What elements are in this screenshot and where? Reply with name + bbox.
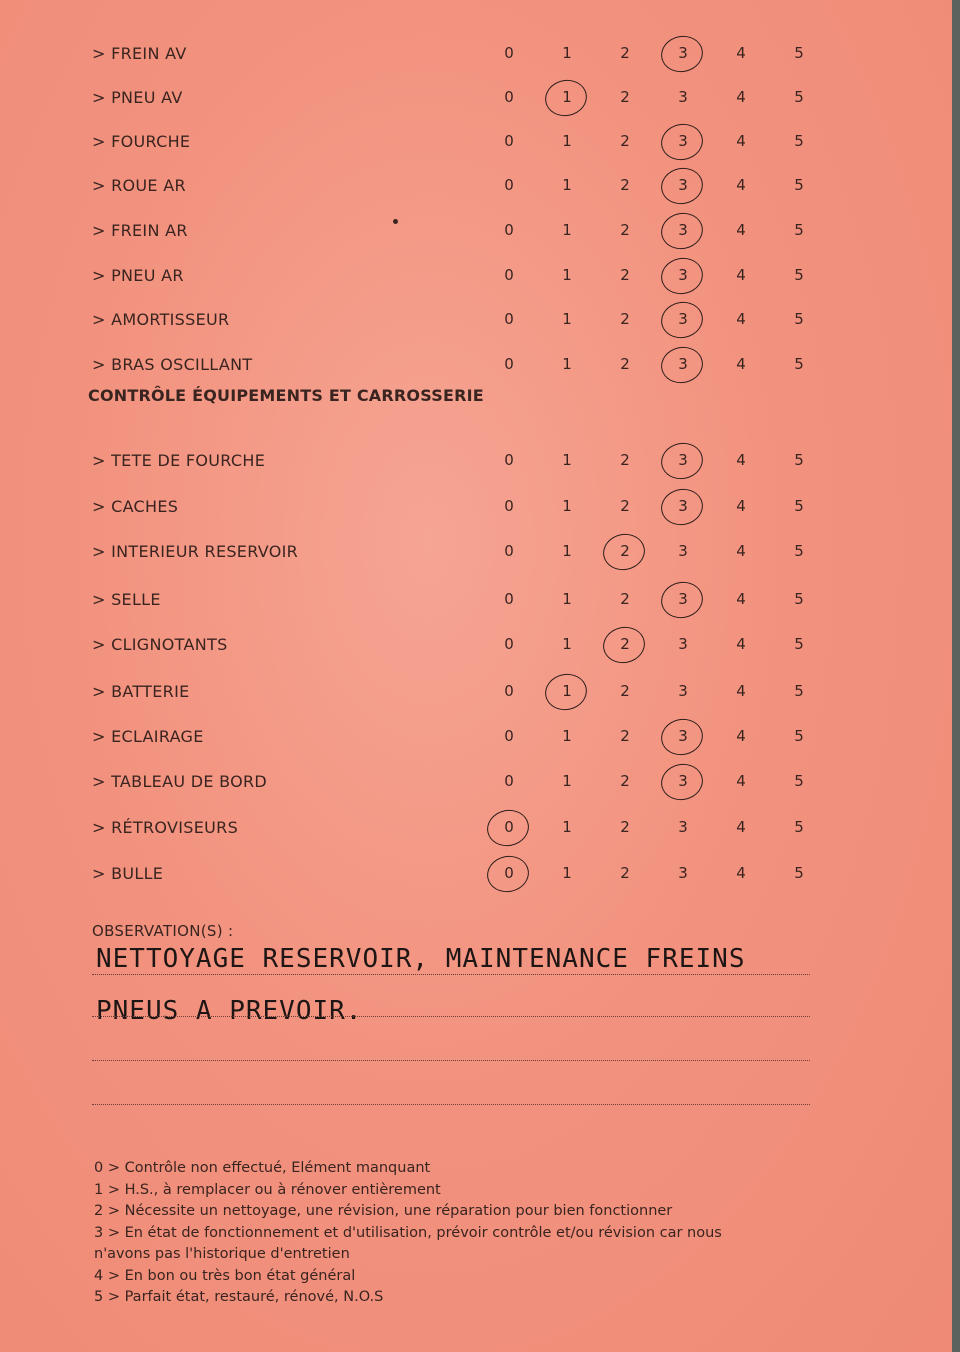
item-label: > FREIN AV xyxy=(92,44,187,63)
score-option[interactable]: 1 xyxy=(562,44,572,62)
score-option[interactable]: 4 xyxy=(736,727,746,745)
checklist-row xyxy=(0,582,952,622)
score-option[interactable]: 1 xyxy=(562,864,572,882)
score-option[interactable]: 4 xyxy=(736,176,746,194)
score-option-selected[interactable]: 0 xyxy=(497,864,521,882)
score-option[interactable]: 1 xyxy=(562,355,572,373)
score-option[interactable]: 0 xyxy=(504,44,514,62)
legend-line: 5 > Parfait état, restauré, rénové, N.O.S xyxy=(94,1289,384,1305)
score-option[interactable]: 5 xyxy=(794,590,804,608)
checklist-row xyxy=(0,36,952,76)
item-label: > TETE DE FOURCHE xyxy=(92,451,266,470)
item-label: > TABLEAU DE BORD xyxy=(92,772,268,791)
score-option[interactable]: 0 xyxy=(504,355,514,373)
score-option[interactable]: 2 xyxy=(620,682,630,700)
item-label: > PNEU AV xyxy=(92,88,183,107)
score-option[interactable]: 4 xyxy=(736,132,746,150)
score-option[interactable]: 0 xyxy=(504,451,514,469)
score-option[interactable]: 5 xyxy=(794,682,804,700)
score-option[interactable]: 0 xyxy=(504,310,514,328)
score-option[interactable]: 5 xyxy=(794,497,804,515)
observation-rule-2 xyxy=(92,1016,810,1017)
score-option[interactable]: 2 xyxy=(620,310,630,328)
score-option[interactable]: 0 xyxy=(504,221,514,239)
score-option[interactable]: 4 xyxy=(736,88,746,106)
legend-line: 3 > En état de fonctionnement et d'utilisation, prévoir contrôle et/ou révision car nous xyxy=(94,1224,722,1241)
checklist-row xyxy=(0,764,952,804)
score-option[interactable]: 5 xyxy=(794,176,804,194)
score-option[interactable]: 4 xyxy=(736,542,746,560)
item-label: > ECLAIRAGE xyxy=(92,727,204,746)
score-option[interactable]: 1 xyxy=(562,772,572,790)
score-option-selected[interactable]: 3 xyxy=(671,590,695,608)
score-option-selected[interactable]: 3 xyxy=(671,266,695,284)
legend-line: n'avons pas l'historique d'entretien xyxy=(94,1246,350,1262)
checklist-row xyxy=(0,534,952,574)
checklist-row xyxy=(0,302,952,342)
checklist-row xyxy=(0,213,952,253)
score-option-selected[interactable]: 2 xyxy=(613,635,637,653)
checklist-row xyxy=(0,719,952,759)
score-option[interactable]: 5 xyxy=(794,132,804,150)
observations-title: OBSERVATION(S) : xyxy=(92,922,234,940)
score-option[interactable]: 2 xyxy=(620,132,630,150)
score-option[interactable]: 4 xyxy=(736,497,746,515)
score-option[interactable]: 1 xyxy=(562,818,572,836)
score-option[interactable]: 1 xyxy=(562,727,572,745)
checklist-row xyxy=(0,856,952,896)
score-option-selected[interactable]: 3 xyxy=(671,727,695,745)
item-label: > AMORTISSEUR xyxy=(92,310,230,329)
item-label: > RÉTROVISEURS xyxy=(92,818,239,837)
score-option[interactable]: 2 xyxy=(620,44,630,62)
item-label: > PNEU AR xyxy=(92,266,184,285)
score-option[interactable]: 4 xyxy=(736,355,746,373)
score-option[interactable]: 2 xyxy=(620,176,630,194)
score-option[interactable]: 2 xyxy=(620,727,630,745)
score-option[interactable]: 3 xyxy=(678,635,688,653)
checklist-row xyxy=(0,168,952,208)
score-option[interactable]: 2 xyxy=(620,451,630,469)
score-option[interactable]: 2 xyxy=(620,221,630,239)
score-option-selected[interactable]: 3 xyxy=(671,497,695,515)
item-label: > SELLE xyxy=(92,590,161,609)
score-option-selected[interactable]: 0 xyxy=(497,818,521,836)
section-title: CONTRÔLE ÉQUIPEMENTS ET CARROSSERIE xyxy=(88,386,484,405)
score-option[interactable]: 2 xyxy=(620,266,630,284)
score-option[interactable]: 5 xyxy=(794,88,804,106)
legend-line: 0 > Contrôle non effectué, Elément manquant xyxy=(94,1160,431,1176)
legend-line: 4 > En bon ou très bon état général xyxy=(94,1267,356,1284)
score-option[interactable]: 2 xyxy=(620,88,630,106)
item-label: > BATTERIE xyxy=(92,682,190,701)
score-option[interactable]: 4 xyxy=(736,221,746,239)
score-option-selected[interactable]: 3 xyxy=(671,176,695,194)
observation-line-1: NETTOYAGE RESERVOIR, MAINTENANCE FREINS xyxy=(96,944,746,974)
score-option[interactable]: 4 xyxy=(736,451,746,469)
score-option[interactable]: 2 xyxy=(620,355,630,373)
legend-line: 2 > Nécessite un nettoyage, une révision, une réparation pour bien fonctionner xyxy=(94,1203,673,1219)
score-option[interactable]: 4 xyxy=(736,310,746,328)
score-option[interactable]: 5 xyxy=(794,864,804,882)
score-option[interactable]: 2 xyxy=(620,864,630,882)
score-option[interactable]: 5 xyxy=(794,727,804,745)
score-option[interactable]: 3 xyxy=(678,542,688,560)
score-option[interactable]: 4 xyxy=(736,635,746,653)
score-option-selected[interactable]: 3 xyxy=(671,132,695,150)
score-option[interactable]: 4 xyxy=(736,682,746,700)
score-option-selected[interactable]: 3 xyxy=(671,772,695,790)
score-option[interactable]: 0 xyxy=(504,497,514,515)
score-option-selected[interactable]: 3 xyxy=(671,355,695,373)
item-label: > FOURCHE xyxy=(92,132,191,151)
score-option[interactable]: 0 xyxy=(504,772,514,790)
score-option[interactable]: 5 xyxy=(794,44,804,62)
item-label: > FREIN AR xyxy=(92,221,188,240)
score-option[interactable]: 2 xyxy=(620,818,630,836)
checklist-row xyxy=(0,489,952,529)
score-option[interactable]: 0 xyxy=(504,132,514,150)
score-option-selected[interactable]: 3 xyxy=(671,44,695,62)
score-option[interactable]: 1 xyxy=(562,590,572,608)
score-option[interactable]: 1 xyxy=(562,310,572,328)
score-option[interactable]: 0 xyxy=(504,682,514,700)
score-option[interactable]: 5 xyxy=(794,310,804,328)
score-option[interactable]: 4 xyxy=(736,590,746,608)
score-option[interactable]: 5 xyxy=(794,635,804,653)
item-label: > ROUE AR xyxy=(92,176,186,195)
score-option-selected[interactable]: 1 xyxy=(555,682,579,700)
score-option[interactable]: 2 xyxy=(620,497,630,515)
score-option[interactable]: 1 xyxy=(562,542,572,560)
ink-dot xyxy=(393,219,398,224)
score-option[interactable]: 5 xyxy=(794,818,804,836)
score-option[interactable]: 1 xyxy=(562,132,572,150)
rating-legend xyxy=(94,1158,814,1309)
score-option[interactable]: 4 xyxy=(736,266,746,284)
checklist-row xyxy=(0,258,952,298)
item-label: > CACHES xyxy=(92,497,179,516)
score-option[interactable]: 1 xyxy=(562,176,572,194)
observation-rule-4 xyxy=(92,1104,810,1105)
score-option-selected[interactable]: 1 xyxy=(555,88,579,106)
score-option[interactable]: 5 xyxy=(794,451,804,469)
score-option[interactable]: 0 xyxy=(504,266,514,284)
item-label: > CLIGNOTANTS xyxy=(92,635,228,654)
checklist-row xyxy=(0,347,952,387)
score-option[interactable]: 1 xyxy=(562,266,572,284)
checklist-row xyxy=(0,124,952,164)
item-label: > INTERIEUR RESERVOIR xyxy=(92,542,299,561)
checklist-row xyxy=(0,674,952,714)
legend-line: 1 > H.S., à remplacer ou à rénover entièrement xyxy=(94,1181,441,1198)
score-option[interactable]: 1 xyxy=(562,221,572,239)
score-option[interactable]: 0 xyxy=(504,88,514,106)
score-option[interactable]: 5 xyxy=(794,542,804,560)
score-option-selected[interactable]: 3 xyxy=(671,221,695,239)
score-option[interactable]: 1 xyxy=(562,635,572,653)
score-option[interactable]: 0 xyxy=(504,727,514,745)
score-option[interactable]: 1 xyxy=(562,451,572,469)
score-option[interactable]: 5 xyxy=(794,772,804,790)
score-option[interactable]: 3 xyxy=(678,682,688,700)
checklist-row xyxy=(0,810,952,850)
observation-rule-1 xyxy=(92,974,810,975)
item-label: > BULLE xyxy=(92,864,164,883)
score-option[interactable]: 0 xyxy=(504,590,514,608)
score-option-selected[interactable]: 3 xyxy=(671,451,695,469)
checklist-row xyxy=(0,627,952,667)
score-option[interactable]: 1 xyxy=(562,497,572,515)
score-option[interactable]: 3 xyxy=(678,864,688,882)
score-option[interactable]: 0 xyxy=(504,542,514,560)
item-label: > BRAS OSCILLANT xyxy=(92,355,253,374)
checklist-row xyxy=(0,443,952,483)
score-option-selected[interactable]: 2 xyxy=(613,542,637,560)
score-option[interactable]: 4 xyxy=(736,864,746,882)
score-option[interactable]: 0 xyxy=(504,176,514,194)
score-option[interactable]: 3 xyxy=(678,818,688,836)
observation-rule-3 xyxy=(92,1060,810,1061)
score-option[interactable]: 5 xyxy=(794,221,804,239)
score-option[interactable]: 0 xyxy=(504,635,514,653)
observation-line-2: PNEUS A PREVOIR. xyxy=(96,996,363,1026)
score-option[interactable]: 3 xyxy=(678,88,688,106)
score-option[interactable]: 5 xyxy=(794,355,804,373)
score-option[interactable]: 5 xyxy=(794,266,804,284)
score-option[interactable]: 4 xyxy=(736,818,746,836)
score-option-selected[interactable]: 3 xyxy=(671,310,695,328)
score-option[interactable]: 4 xyxy=(736,772,746,790)
score-option[interactable]: 2 xyxy=(620,772,630,790)
checklist-row xyxy=(0,80,952,120)
score-option[interactable]: 2 xyxy=(620,590,630,608)
score-option[interactable]: 4 xyxy=(736,44,746,62)
